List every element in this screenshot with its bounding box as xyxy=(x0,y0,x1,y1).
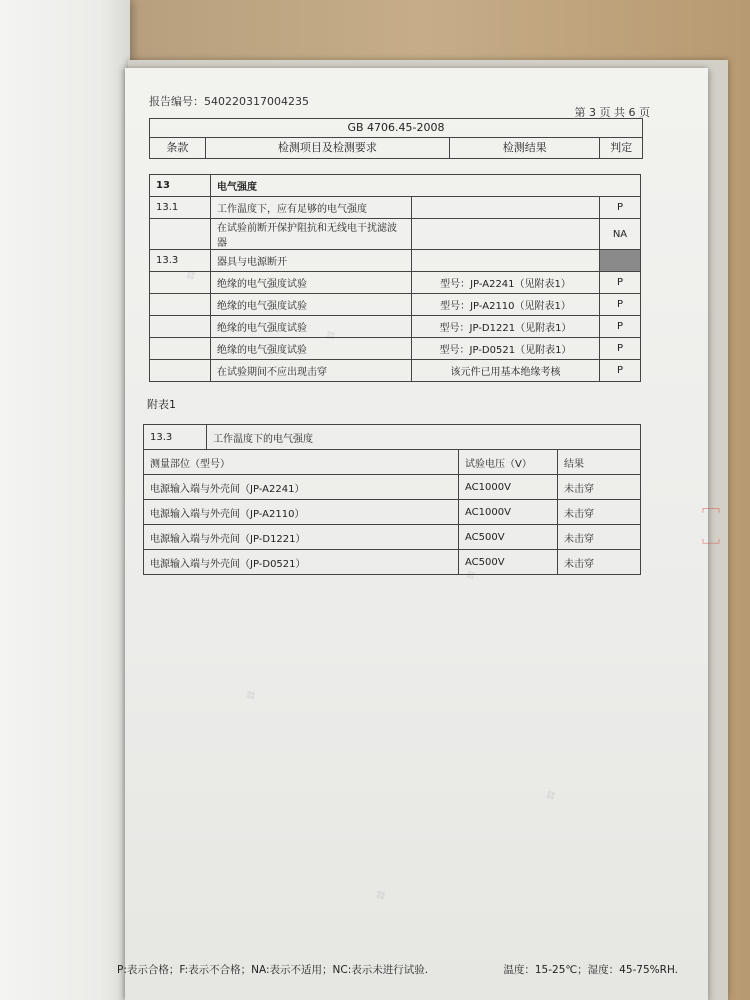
location-cell: 电源输入端与外壳间（JP-A2241） xyxy=(144,475,459,500)
table-row xyxy=(144,475,641,500)
voltage-cell: AC500V xyxy=(459,550,558,575)
item-cell: 工作温度下，应有足够的电气强度 xyxy=(211,197,412,219)
header-voltage: 试验电压（V） xyxy=(459,450,558,475)
header-location: 测量部位（型号） xyxy=(144,450,459,475)
appendix-label: 附表1 xyxy=(147,398,176,411)
clause-cell xyxy=(150,272,211,294)
red-stamp-fragment: ﹇ ﹈ xyxy=(699,495,720,567)
page-info: 第 3 页 共 6 页 xyxy=(574,106,650,119)
watermark: ❖ xyxy=(181,265,201,287)
result-cell: 型号：JP-A2110（见附表1） xyxy=(412,294,600,316)
table-row xyxy=(150,250,641,272)
clause-cell: 13.1 xyxy=(150,197,211,219)
table-row xyxy=(150,197,641,219)
watermark: ❖ xyxy=(461,565,481,587)
standard-header xyxy=(149,118,643,159)
result-cell: 未击穿 xyxy=(558,525,641,550)
voltage-cell: AC1000V xyxy=(459,500,558,525)
item-cell: 绝缘的电气强度试验 xyxy=(211,272,412,294)
standard-title: GB 4706.45-2008 xyxy=(150,119,642,138)
watermark: ❖ xyxy=(321,325,341,347)
table-header-row xyxy=(144,450,641,475)
result-cell xyxy=(412,219,600,250)
clause-cell xyxy=(150,360,211,382)
report-page xyxy=(117,68,708,1000)
table-row xyxy=(150,272,641,294)
clause-cell xyxy=(150,219,211,250)
left-page xyxy=(0,0,130,1000)
result-cell: 未击穿 xyxy=(558,475,641,500)
standard-columns xyxy=(150,138,642,158)
col-result: 检测结果 xyxy=(450,138,600,158)
watermark: ❖ xyxy=(371,885,391,907)
table-row xyxy=(144,500,641,525)
header-result: 结果 xyxy=(558,450,641,475)
table-row xyxy=(150,175,641,197)
result-cell: 型号：JP-A2241（见附表1） xyxy=(412,272,600,294)
table-row xyxy=(150,294,641,316)
table-row xyxy=(150,338,641,360)
clause-cell xyxy=(150,316,211,338)
location-cell: 电源输入端与外壳间（JP-A2110） xyxy=(144,500,459,525)
report-number: 报告编号：540220317004235 xyxy=(149,95,309,108)
result-cell: 未击穿 xyxy=(558,500,641,525)
verdict-cell: P xyxy=(600,316,641,338)
location-cell: 电源输入端与外壳间（JP-D0521） xyxy=(144,550,459,575)
appendix-title: 工作温度下的电气强度 xyxy=(207,425,641,450)
verdict-cell: P xyxy=(600,272,641,294)
section-title: 电气强度 xyxy=(211,175,641,197)
result-cell xyxy=(412,250,600,272)
col-item: 检测项目及检测要求 xyxy=(206,138,451,158)
col-clause: 条款 xyxy=(150,138,206,158)
item-cell: 在试验期间不应出现击穿 xyxy=(211,360,412,382)
table-row xyxy=(144,550,641,575)
section-number: 13 xyxy=(150,175,211,197)
result-cell: 该元件已用基本绝缘考核 xyxy=(412,360,600,382)
watermark: ❖ xyxy=(241,685,261,707)
verdict-cell: P xyxy=(600,338,641,360)
verdict-cell: NA xyxy=(600,219,641,250)
watermark: ❖ xyxy=(541,785,561,807)
result-cell: 型号：JP-D0521（见附表1） xyxy=(412,338,600,360)
table-row xyxy=(150,316,641,338)
clause-cell xyxy=(150,294,211,316)
table-row xyxy=(144,425,641,450)
footer xyxy=(117,962,708,977)
table-row xyxy=(144,525,641,550)
location-cell: 电源输入端与外壳间（JP-D1221） xyxy=(144,525,459,550)
clause-cell: 13.3 xyxy=(150,250,211,272)
appendix-table xyxy=(143,424,641,575)
table-row xyxy=(150,219,641,250)
item-cell: 在试验前断开保护阻抗和无线电干扰滤波器 xyxy=(211,219,412,250)
appendix-clause: 13.3 xyxy=(144,425,207,450)
verdict-cell: P xyxy=(600,294,641,316)
verdict-cell: P xyxy=(600,360,641,382)
footer-conditions: 温度：15-25℃；湿度：45-75%RH. xyxy=(503,964,678,976)
item-cell: 绝缘的电气强度试验 xyxy=(211,338,412,360)
result-cell: 型号：JP-D1221（见附表1） xyxy=(412,316,600,338)
voltage-cell: AC1000V xyxy=(459,475,558,500)
item-cell: 绝缘的电气强度试验 xyxy=(211,316,412,338)
footer-legend: P:表示合格；F:表示不合格；NA:表示不适用；NC:表示未进行试验. xyxy=(117,964,429,976)
verdict-cell: P xyxy=(600,197,641,219)
item-cell: 绝缘的电气强度试验 xyxy=(211,294,412,316)
voltage-cell: AC500V xyxy=(459,525,558,550)
item-cell: 器具与电源断开 xyxy=(211,250,412,272)
result-cell xyxy=(412,197,600,219)
verdict-cell-shaded xyxy=(600,250,641,272)
col-verdict: 判定 xyxy=(610,141,633,154)
table-row xyxy=(150,360,641,382)
result-cell: 未击穿 xyxy=(558,550,641,575)
section-13-table xyxy=(149,174,641,382)
clause-cell xyxy=(150,338,211,360)
